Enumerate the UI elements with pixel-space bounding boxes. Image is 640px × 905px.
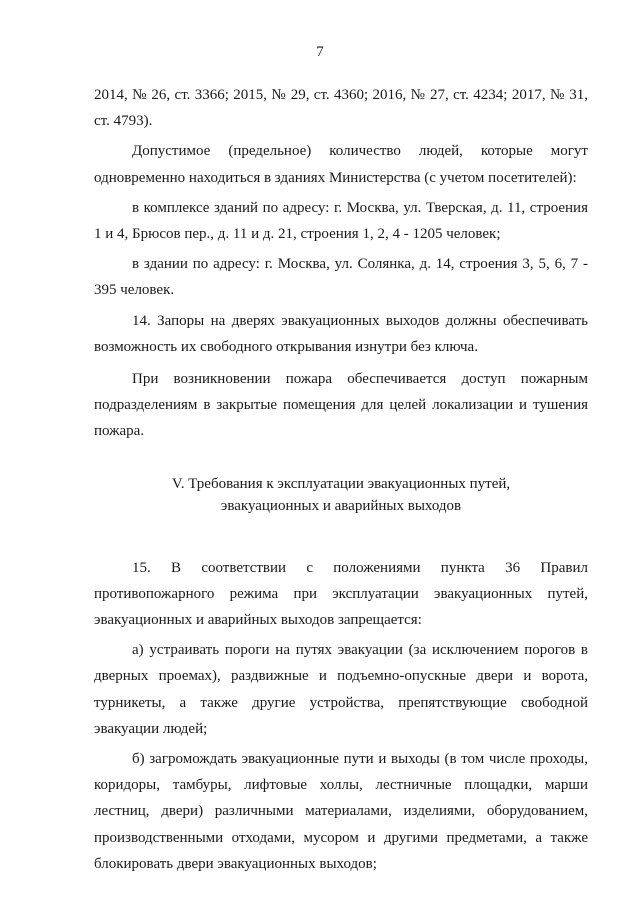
paragraph-subitem-a: а) устраивать пороги на путях эвакуации (за исключением порогов в дверных проемах), раздвижные и подъемно-опускные двери и ворота, турникеты, а также другие устройства, препятствующие свободной эвакуации людей;	[94, 642, 588, 737]
section-heading	[94, 473, 588, 517]
paragraph-max-occupancy: Допустимое (предельное) количество людей, которые могут одновременно находиться в зданиях Министерства (с учетом посетителей):	[94, 143, 588, 186]
document-body	[94, 82, 588, 877]
paragraph-item-14: 14. Запоры на дверях эвакуационных выходов должны обеспечивать возможность их свободного открывания изнутри без ключа.	[94, 312, 588, 355]
paragraph-subitem-b: б) загромождать эвакуационные пути и выходы (в том числе проходы, коридоры, тамбуры, лифтовые холлы, лестничные площадки, марши лестниц, двери) различными материалами, изделиями, оборудованием, производственными отходами, мусором и другими предметами, а также блокировать двери эвакуационных выходов;	[94, 751, 588, 872]
paragraph-solyanka-building: в здании по адресу: г. Москва, ул. Солянка, д. 14, строения 3, 5, 6, 7 - 395 человек.	[94, 256, 588, 299]
paragraph-item-15: 15. В соответствии с положениями пункта 36 Правил противопожарного режима при эксплуатации эвакуационных путей, эвакуационных и аварийных выходов запрещается:	[94, 559, 588, 629]
page-number: 7	[316, 44, 324, 60]
paragraph-fire-access: При возникновении пожара обеспечивается доступ пожарным подразделениям в закрытые помещения для целей локализации и тушения пожара.	[94, 371, 588, 440]
paragraph-tverskaya-complex: в комплексе зданий по адресу: г. Москва, ул. Тверская, д. 11, строения 1 и 4, Брюсов пер., д. 11 и д. 21, строения 1, 2, 4 - 1205 человек;	[94, 199, 588, 243]
section-heading-line-2: эвакуационных и аварийных выходов	[220, 497, 462, 514]
paragraph-continuation: 2014, № 26, ст. 3366; 2015, № 29, ст. 4360; 2016, № 27, ст. 4234; 2017, № 31, ст. 4793).	[94, 87, 588, 130]
section-heading-line-1: V. Требования к эксплуатации эвакуационных путей,	[171, 475, 511, 492]
